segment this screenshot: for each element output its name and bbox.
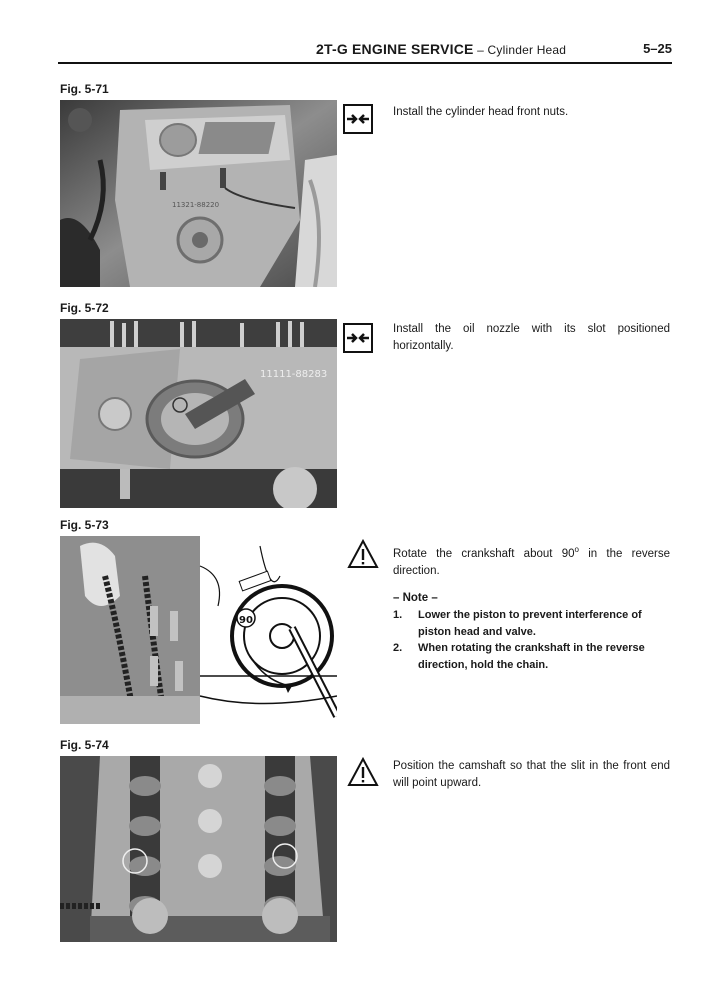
note-title: – Note – — [393, 592, 438, 604]
fig-5-73-label: Fig. 5-73 — [60, 518, 109, 532]
install-arrows-icon — [343, 323, 373, 353]
fig-5-71-photo — [60, 100, 337, 287]
page-number: 5–25 — [643, 41, 672, 56]
fig-5-72-photo — [60, 319, 337, 508]
install-arrows-icon — [343, 104, 373, 134]
fig-5-73-text: Rotate the crankshaft about 90$^o$ in the reverse direction. — [393, 545, 670, 577]
list-item: 1. Lower the piston to prevent interference of piston head and valve. — [393, 609, 642, 638]
fig-5-74-text: Position the camshaft so that the slit in the front end will point upward. — [393, 760, 670, 789]
fig-5-71-text: Install the cylinder head front nuts. — [393, 106, 569, 118]
caution-triangle-icon — [347, 539, 379, 569]
header-rule — [58, 62, 672, 64]
list-item: 2. When rotating the crankshaft in the reverse direction, hold the chain. — [393, 642, 645, 671]
fig-5-71-photo-marking: 11321-88220 — [172, 201, 220, 209]
fig-5-71-label: Fig. 5-71 — [60, 82, 109, 96]
fig-5-74-photo — [60, 756, 337, 942]
note-list — [393, 607, 673, 673]
caution-triangle-icon — [347, 757, 379, 787]
fig-5-73-photo — [60, 536, 337, 724]
fig-5-72-text: Install the oil nozzle with its slot positioned horizontally. — [393, 323, 670, 352]
page-title: 2T-G ENGINE SERVICE – Cylinder Head — [316, 41, 567, 57]
fig-5-73-illustration-label: 90 — [239, 615, 253, 626]
degree-sign: o — [574, 545, 579, 554]
fig-5-72-label: Fig. 5-72 — [60, 301, 109, 315]
fig-5-72-photo-marking: 11111-88283 — [260, 369, 328, 380]
fig-5-74-label: Fig. 5-74 — [60, 738, 109, 752]
page-header — [316, 40, 672, 60]
page-subtitle: Cylinder Head — [487, 43, 567, 57]
